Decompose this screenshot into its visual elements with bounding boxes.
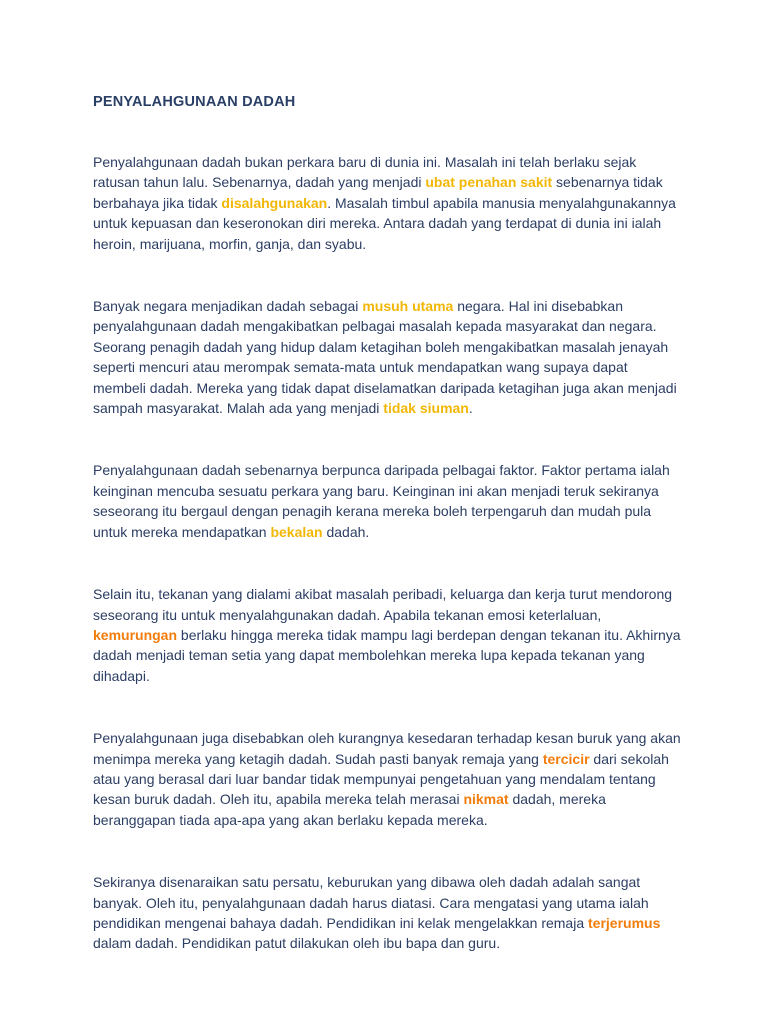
paragraph [93,872,683,954]
highlighted-term: tidak siuman [383,400,469,417]
paragraph [93,728,683,830]
paragraph-text: sebenarnya tidak berbahaya jika tidak [93,174,663,211]
paragraph-text: dadah. [322,523,370,540]
paragraph-text: Banyak negara menjadikan dadah sebagai [93,298,363,315]
document-page [93,94,683,996]
paragraph-text: . [468,400,473,417]
highlighted-term: kemurungan [93,626,178,643]
paragraph-text: Penyalahgunaan juga disebabkan oleh kurangnya kesedaran terhadap kesan buruk yang akan menimpa mereka yang ketagih dadah. Sudah pasti banyak remaja yang [93,730,681,767]
paragraph-text: Sekiranya disenaraikan satu persatu, keburukan yang dibawa oleh dadah adalah sangat banyak. Oleh itu, penyalahgunaan dadah harus diatasi. Cara mengatasi yang utama ialah pendidikan mengenai bahaya dadah. Pendidikan ini kelak mengelakkan remaja [93,874,649,931]
highlighted-term: nikmat [463,791,509,808]
paragraph [93,296,683,418]
highlighted-term: tercicir [542,750,590,767]
paragraph-text: . Masalah timbul apabila manusia menyalahgunakannya untuk kepuasan dan keseronokan diri mereka. Antara dadah yang terdapat di dunia ini ialah heroin, marijuana, morfin, ganja, dan syabu. [93,194,676,252]
paragraph-text: negara. Hal ini disebabkan penyalahgunaan dadah mengakibatkan pelbagai masalah kepada masyarakat dan negara. Seorang penagih dadah yang hidup dalam ketagihan boleh mengakibatkan masalah jenayah seperti mencuri atau merompak semata-mata untuk mendapatkan wang supaya dapat membeli dadah. Mereka yang tidak dapat diselamatkan daripada ketagihan juga akan menjadi sampah masyarakat. Malah ada yang menjadi [93,298,677,417]
paragraph-text: berlaku hingga mereka tidak mampu lagi berdepan dengan tekanan itu. Akhirnya dadah menjadi teman setia yang dapat membolehkan mereka lupa kepada tekanan yang dihadapi. [93,626,681,684]
highlighted-term: disalahgunakan [221,194,328,211]
paragraph-text: Selain itu, tekanan yang dialami akibat masalah peribadi, keluarga dan kerja turut mendorong seseorang itu untuk menyalahgunakan dadah. Apabila tekanan emosi keterlaluan, [93,586,673,623]
highlighted-term: musuh utama [362,298,454,315]
paragraph [93,152,683,254]
paragraph-text: dadah, mereka beranggapan tiada apa-apa yang akan berlaku kepada mereka. [93,791,606,828]
highlighted-term: bekalan [270,523,323,540]
paragraph [93,460,683,542]
document-body [93,152,683,954]
paragraph-text: Penyalahgunaan dadah sebenarnya berpunca daripada pelbagai faktor. Faktor pertama ialah keinginan mencuba sesuatu perkara yang baru. Keinginan ini akan menjadi teruk sekiranya seseorang itu bergaul dengan penagih kerana mereka boleh terpengaruh dan mudah pula untuk mereka mendapatkan [93,462,670,540]
document-title: PENYALAHGUNAAN DADAH [93,94,296,110]
paragraph-text: Penyalahgunaan dadah bukan perkara baru di dunia ini. Masalah ini telah berlaku sejak ratusan tahun lalu. Sebenarnya, dadah yang menjadi [93,154,637,191]
highlighted-term: ubat penahan sakit [425,174,553,191]
paragraph [93,584,683,686]
highlighted-term: terjerumus [588,914,661,931]
paragraph-text: dalam dadah. Pendidikan patut dilakukan oleh ibu bapa dan guru. [93,935,501,952]
paragraph-text: dari sekolah atau yang berasal dari luar bandar tidak mempunyai pengetahuan yang mendalam tentang kesan buruk dadah. Oleh itu, apabila mereka telah merasai [93,750,669,808]
